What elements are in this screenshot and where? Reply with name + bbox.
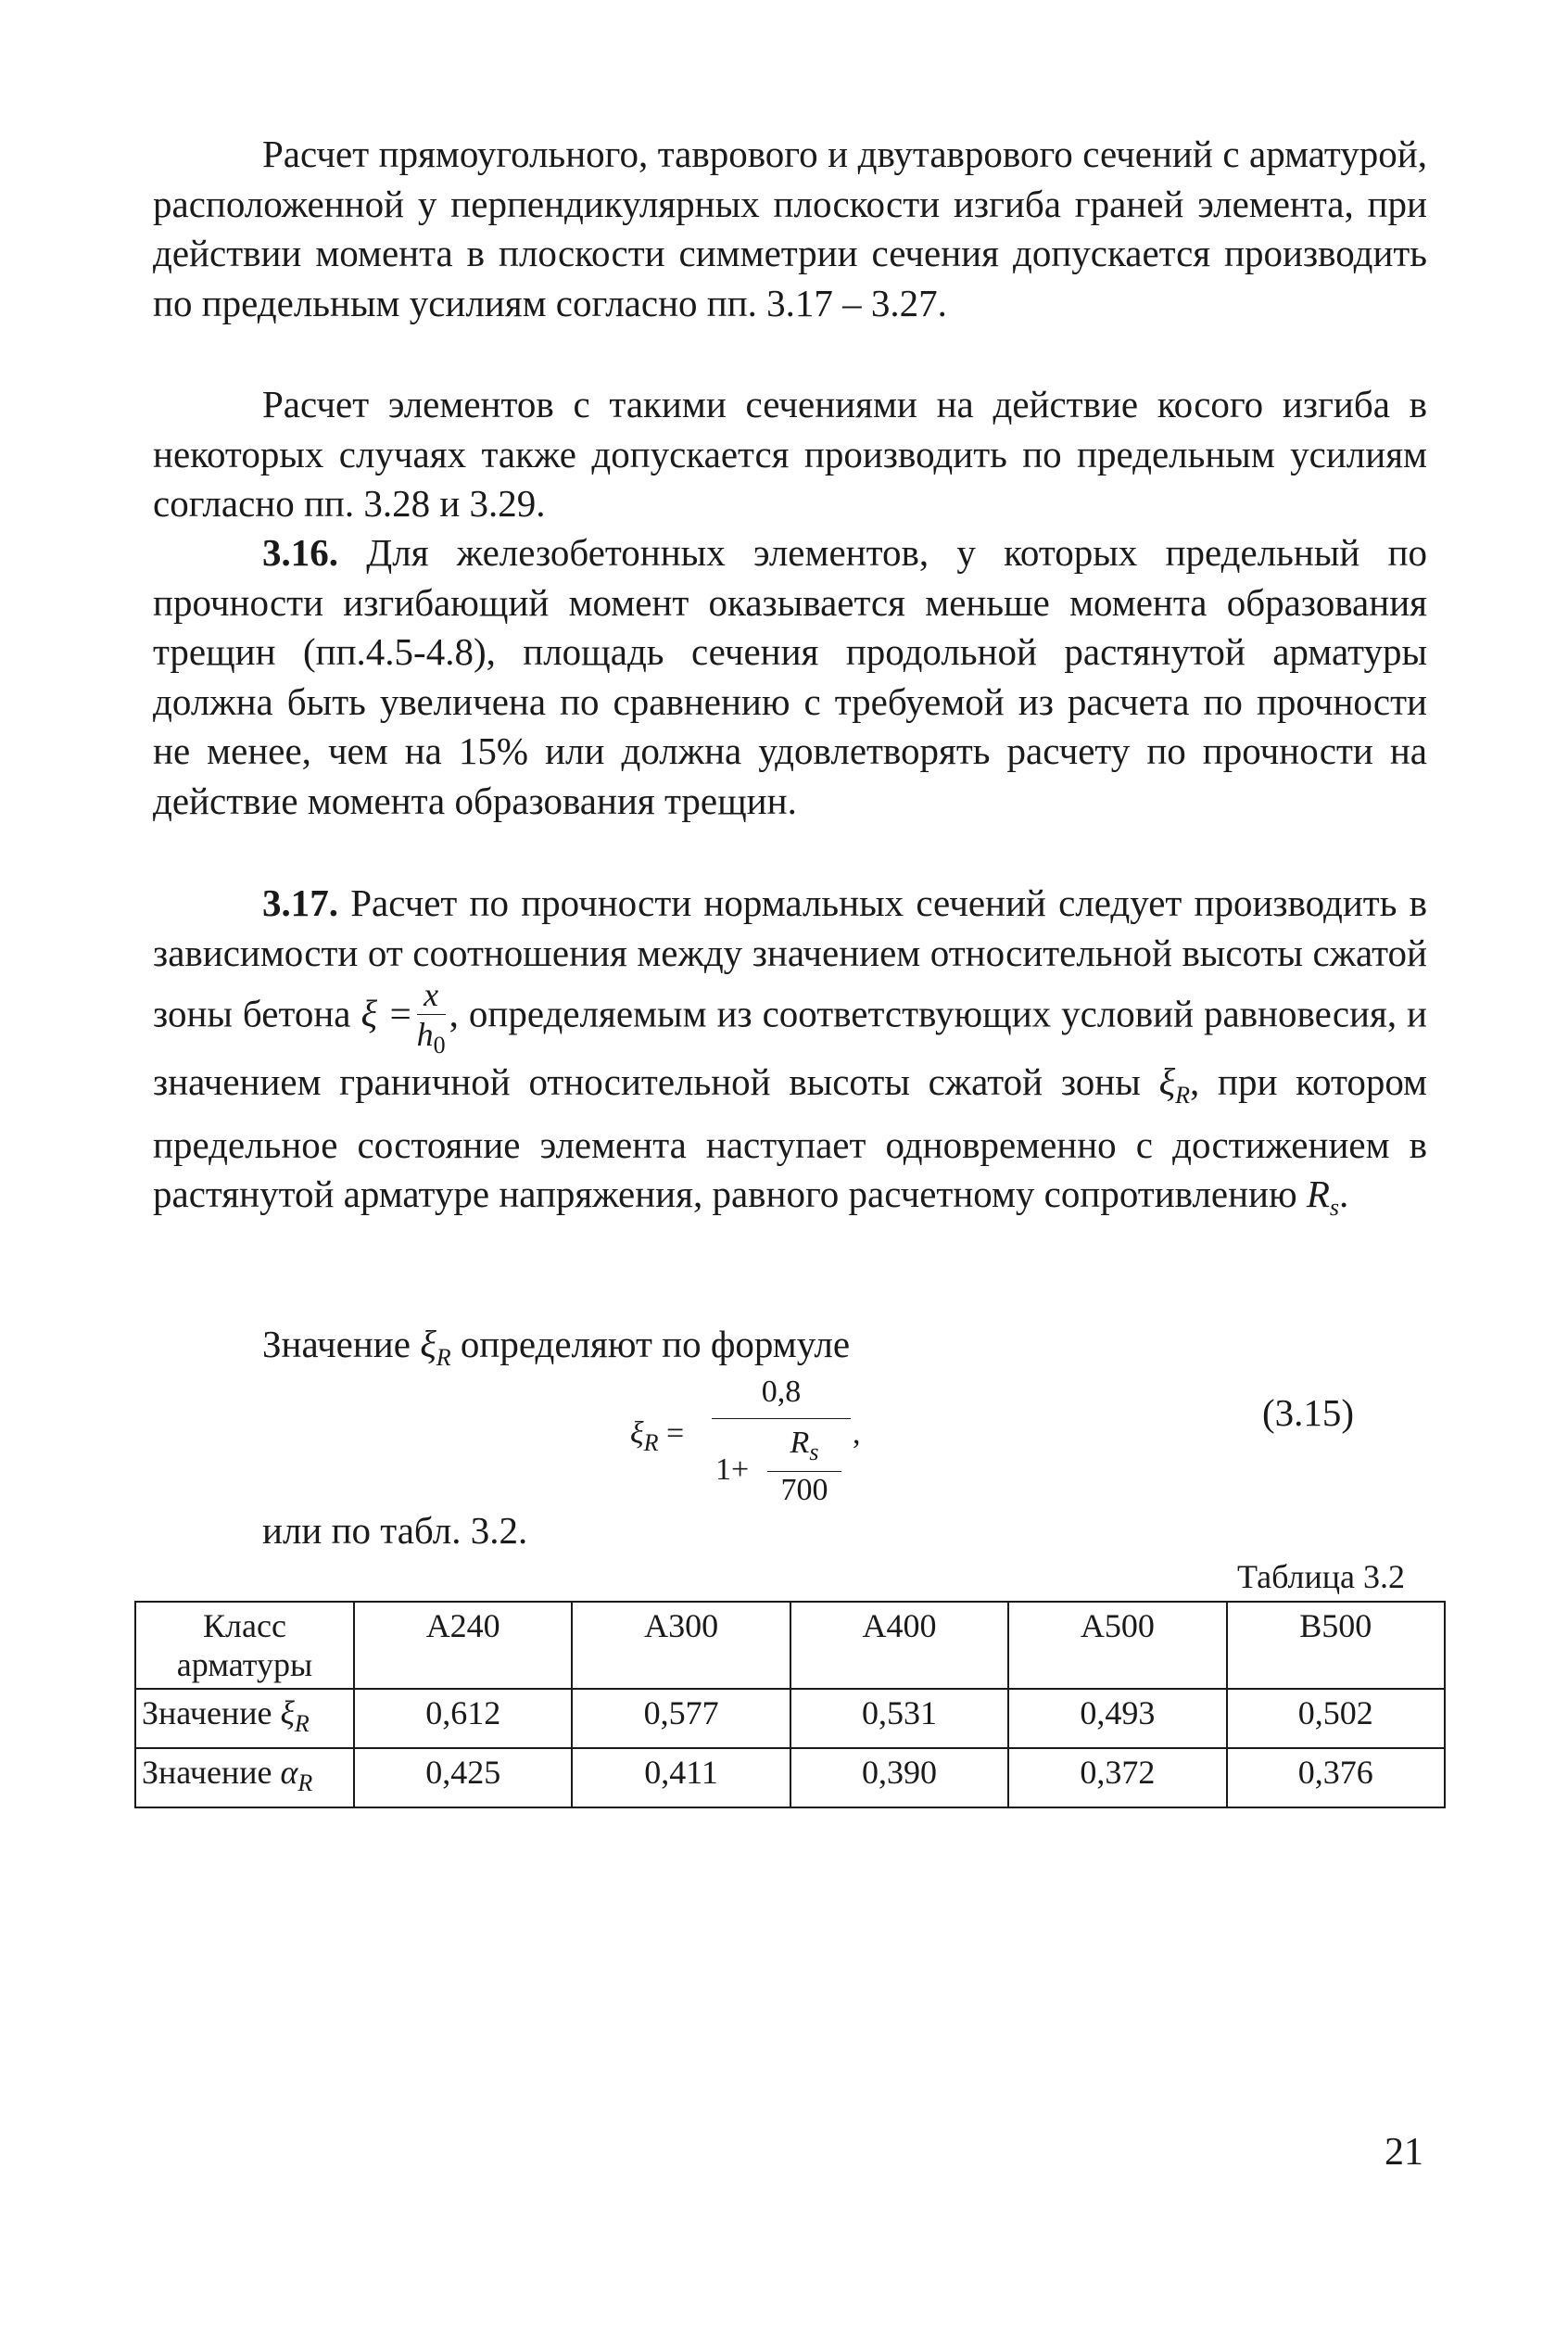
table-cell: 0,493	[1008, 1689, 1226, 1748]
equation-number: (3.15)	[1262, 1391, 1355, 1434]
header-class: Класс арматуры	[135, 1602, 354, 1689]
xi-r-symbol: ξ	[1158, 1060, 1176, 1104]
row-symbol-alpha: α	[280, 1754, 298, 1792]
formula-rs: R	[790, 1426, 810, 1460]
row-symbol-sub: R	[294, 1710, 310, 1738]
paragraph-4-text-c: , при котором предельное состояние элемента наступает одновременно с достижением в растянутой арматуре напряжения, равного расчетному сопротивлению	[153, 1060, 1427, 1216]
paragraph-4-end: .	[1339, 1173, 1349, 1216]
row-label-text: Значение	[142, 1754, 272, 1792]
formula-main-fraction	[712, 1372, 851, 1517]
formula-numerator: 0,8	[761, 1375, 802, 1409]
section-number-3-16: 3.16.	[262, 531, 338, 574]
paragraph-5-text-a: Значение	[262, 1323, 411, 1365]
header-col-1: А240	[354, 1602, 572, 1689]
table-cell: 0,577	[572, 1689, 790, 1748]
row-label-text: Значение	[142, 1694, 272, 1731]
header-col-4: А500	[1008, 1602, 1226, 1689]
table-cell: 0,390	[790, 1748, 1008, 1807]
page-number: 21	[1385, 2131, 1423, 2174]
paragraph-1	[153, 130, 1427, 328]
paragraph-3-17	[153, 879, 1427, 1233]
row-symbol-sub: R	[297, 1769, 313, 1797]
formula-lhs	[630, 1416, 684, 1457]
table-row	[135, 1689, 1445, 1748]
formula-rs-sub: s	[809, 1438, 819, 1465]
table-cell: 0,372	[1008, 1748, 1226, 1807]
formula-comma: ,	[853, 1416, 861, 1451]
paragraph-5-text-b: определяют по формуле	[460, 1323, 851, 1365]
rs-symbol: R	[1306, 1173, 1330, 1216]
table-header-row	[135, 1602, 1445, 1689]
row-symbol-xi: ξ	[280, 1694, 295, 1731]
formula-fraction-bar	[712, 1418, 851, 1419]
reinforcement-table	[134, 1601, 1446, 1808]
header-col-3: А400	[790, 1602, 1008, 1689]
paragraph-3-text: Для железобетонных элементов, у которых предельный по прочности изгибающий момент оказывается меньше момента образования трещин (пп.4.5-4.8), площадь сечения продольной растянутой арматуры должна быть увеличена по сравнению с требуемой из расчета по прочности не менее, чем на 15% или должна удовлетворять расчету по прочности на действие момента образования трещин.	[153, 531, 1428, 822]
rs-sub: s	[1329, 1194, 1340, 1222]
formula-lhs-symbol: ξ	[630, 1416, 644, 1451]
formula-sub-fraction	[767, 1425, 841, 1509]
table-cell: 0,425	[354, 1748, 572, 1807]
paragraph-2-text: Расчет элементов с такими сечениями на действие косого изгиба в некоторых случаях также допускается производить по предельным усилиям согласно пп. 3.28 и 3.29.	[153, 383, 1427, 525]
formula-equals: =	[665, 1416, 685, 1451]
table-cell: 0,376	[1227, 1748, 1445, 1807]
formula-700: 700	[780, 1472, 828, 1507]
header-col-2: А300	[572, 1602, 790, 1689]
formula-3-15	[630, 1372, 982, 1520]
xi-fraction	[417, 978, 446, 1058]
section-number-3-17: 3.17.	[262, 881, 338, 924]
table-cell: 0,612	[354, 1689, 572, 1748]
formula-lhs-sub: R	[643, 1428, 659, 1456]
header-col-5: В500	[1227, 1602, 1445, 1689]
fraction-numerator: x	[417, 978, 446, 1015]
xi-r-sub: R	[1175, 1082, 1191, 1109]
fraction-denominator: h	[416, 1016, 434, 1053]
table-cell: 0,531	[790, 1689, 1008, 1748]
paragraph-6-text: или по табл. 3.2.	[262, 1509, 528, 1552]
row-label-alpha	[135, 1748, 354, 1807]
paragraph-2	[153, 380, 1427, 529]
xi-r-symbol-2: ξ	[420, 1323, 436, 1365]
table-caption: Таблица 3.2	[1237, 1558, 1405, 1595]
paragraph-4-text-b: , определяемым из соответствующих условий равновесия, и значением граничной относительной высоты сжатой зоны	[153, 992, 1428, 1104]
paragraph-6	[153, 1506, 1427, 1556]
table-cell: 0,502	[1227, 1689, 1445, 1748]
fraction-denominator-sub: 0	[433, 1032, 446, 1059]
paragraph-3-16	[153, 528, 1427, 826]
formula-denominator	[712, 1425, 851, 1517]
xi-symbol: ξ =	[360, 992, 413, 1035]
row-label-xi	[135, 1689, 354, 1748]
table-cell: 0,411	[572, 1748, 790, 1807]
xi-r-sub-2: R	[436, 1344, 451, 1372]
paragraph-1-text: Расчет прямоугольного, таврового и двутаврового сечений с арматурой, расположенной у перпендикулярных плоскости изгиба граней элемента, при действии момента в плоскости симметрии сечения допускается производить по предельным усилиям согласно пп. 3.17 – 3.27.	[153, 133, 1427, 324]
paragraph-4-text-a: Расчет по прочности нормальных сечений следует производить в зависимости от соотношения между значением относительной высоты сжатой зоны бетона	[153, 881, 1427, 1035]
formula-den-one: 1+	[715, 1452, 750, 1487]
table-row	[135, 1748, 1445, 1807]
